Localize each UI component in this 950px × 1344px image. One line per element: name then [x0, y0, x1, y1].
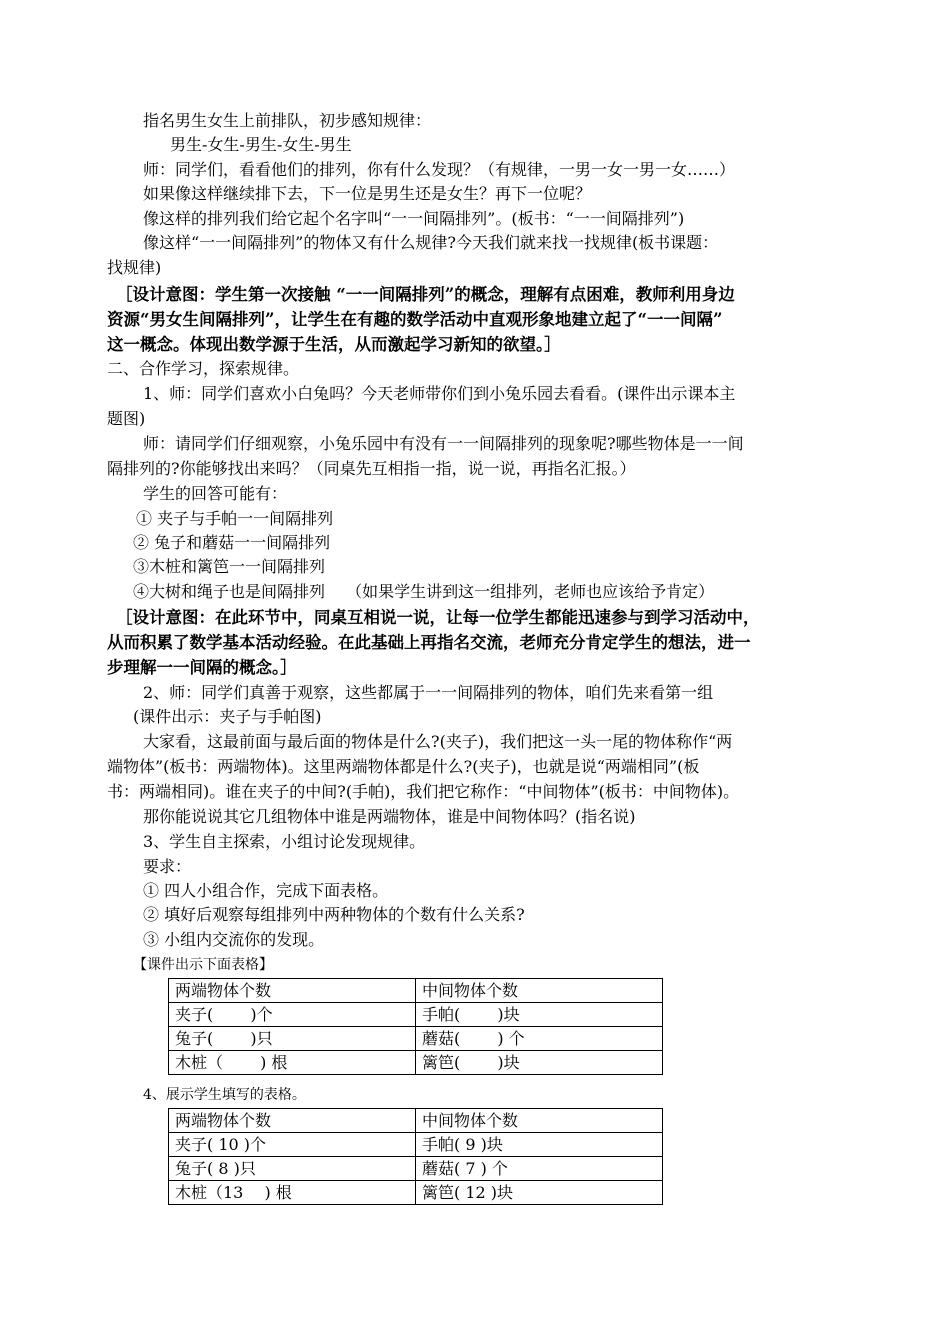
list-item: ② 填好后观察每组排列中两种物体的个数有什么关系?: [143, 905, 525, 924]
blank-table: [168, 978, 663, 1075]
table-row: [169, 1003, 663, 1027]
paragraph-line: 隔排列的?你能够找出来吗？（同桌先互相指一指，说一说，再指名汇报。）: [107, 459, 636, 478]
table-cell: 手帕( )块: [416, 1003, 663, 1027]
table-row: [169, 1181, 663, 1205]
design-intent-note: 这一概念。体现出数学源于生活，从而激起学习新知的欲望。］: [107, 335, 561, 354]
paragraph-line: 如果像这样继续排下去，下一位是男生还是女生？再下一位呢？: [143, 184, 592, 203]
paragraph-line: 书：两端相同)。谁在夹子的中间?(手帕)，我们把它称作：“中间物体”(板书：中间物体)。: [107, 782, 740, 801]
table-row: [169, 1051, 663, 1075]
paragraph-line: 那你能说说其它几组物体中谁是两端物体，谁是中间物体吗？(指名说): [143, 807, 636, 826]
paragraph-line: 2、师：同学们真善于观察，这些都属于一一间隔排列的物体，咱们先来看第一组: [143, 683, 714, 702]
paragraph-line: 1、师：同学们喜欢小白兔吗？今天老师带你们到小兔乐园去看看。(课件出示课本主: [143, 384, 736, 403]
design-intent-note: 从而积累了数学基本活动经验。在此基础上再指名交流，老师充分肯定学生的想法，进一: [107, 633, 751, 652]
paragraph-line: 指名男生女生上前排队，初步感知规律：: [143, 111, 432, 130]
table-cell: 蘑菇( ) 个: [416, 1027, 663, 1051]
paragraph-line: 4、展示学生填写的表格。: [143, 1087, 306, 1103]
table-cell: 篱笆( 12 )块: [416, 1181, 663, 1205]
table-cell: 夹子( )个: [169, 1003, 416, 1027]
list-item: ① 夹子与手帕一一间隔排列: [136, 509, 334, 528]
design-intent-note: 步理解一一间隔的概念。］: [107, 658, 297, 677]
table-cell: 兔子( )只: [169, 1027, 416, 1051]
paragraph-line: 像这样的排列我们给它起个名字叫“一一间隔排列”。(板书：“一一间隔排列”): [143, 209, 685, 228]
table-cell: 篱笆( )块: [416, 1051, 663, 1075]
paragraph-line: 找规律): [107, 258, 162, 277]
filled-table: [168, 1108, 663, 1205]
list-item: ④大树和绳子也是间隔排列 （如果学生讲到这一组排列，老师也应该给予肯定）: [133, 582, 715, 601]
paragraph-line: 【课件出示下面表格】: [133, 957, 273, 973]
table-row: [169, 1133, 663, 1157]
table-cell: 木桩（ ) 根: [169, 1051, 416, 1075]
paragraph-line: 端物体”(板书：两端物体)。这里两端物体都是什么?(夹子)，也就是说“两端相同”(板: [107, 757, 700, 776]
paragraph-line: 师：请同学们仔细观察，小兔乐园中有没有一一间隔排列的现象呢?哪些物体是一一间: [143, 434, 744, 453]
table-row: [169, 1109, 663, 1133]
paragraph-line: 学生的回答可能有：: [143, 484, 288, 503]
paragraph-line: 要求：: [143, 857, 192, 876]
design-intent-note: 资源“男女生间隔排列”，让学生在有趣的数学活动中直观形象地建立起了“一一间隔”: [107, 310, 723, 329]
list-item: ③ 小组内交流你的发现。: [143, 930, 325, 949]
table-cell: 木桩（13 ) 根: [169, 1181, 416, 1205]
table-row: [169, 1027, 663, 1051]
paragraph-line: 像这样“一一间隔排列”的物体又有什么规律?今天我们就来找一找规律(板书课题：: [143, 233, 719, 252]
design-intent-note: ［设计意图：学生第一次接触 “一一间隔排列”的概念，理解有点困难，教师利用身边: [116, 285, 735, 304]
table-cell: 夹子( 10 )个: [169, 1133, 416, 1157]
table-cell: 手帕( 9 )块: [416, 1133, 663, 1157]
section-heading: 二、合作学习，探索规律。: [107, 359, 300, 378]
table-header-cell: 中间物体个数: [416, 1109, 663, 1133]
table-header-cell: 中间物体个数: [416, 979, 663, 1003]
table-row: [169, 979, 663, 1003]
paragraph-line: 男生-女生-男生-女生-男生: [170, 135, 352, 154]
paragraph-line: 师：同学们，看看他们的排列，你有什么发现？（有规律，一男一女一男一女……）: [143, 160, 736, 179]
paragraph-line: 题图): [107, 409, 146, 428]
table-row: [169, 1157, 663, 1181]
paragraph-line: (课件出示：夹子与手帕图): [133, 707, 322, 726]
list-item: ② 兔子和蘑菇一一间隔排列: [133, 533, 331, 552]
table-header-cell: 两端物体个数: [169, 1109, 416, 1133]
paragraph-line: 3、学生自主探索，小组讨论发现规律。: [143, 832, 426, 851]
list-item: ① 四人小组合作，完成下面表格。: [143, 881, 389, 900]
paragraph-line: 大家看，这最前面与最后面的物体是什么?(夹子)，我们把这一头一尾的物体称作“两: [143, 732, 733, 751]
table-cell: 蘑菇( 7 ) 个: [416, 1157, 663, 1181]
table-cell: 兔子( 8 )只: [169, 1157, 416, 1181]
list-item: ③木桩和篱笆一一间隔排列: [133, 557, 326, 576]
design-intent-note: ［设计意图：在此环节中，同桌互相说一说，让每一位学生都能迅速参与到学习活动中，: [116, 608, 760, 627]
table-header-cell: 两端物体个数: [169, 979, 416, 1003]
